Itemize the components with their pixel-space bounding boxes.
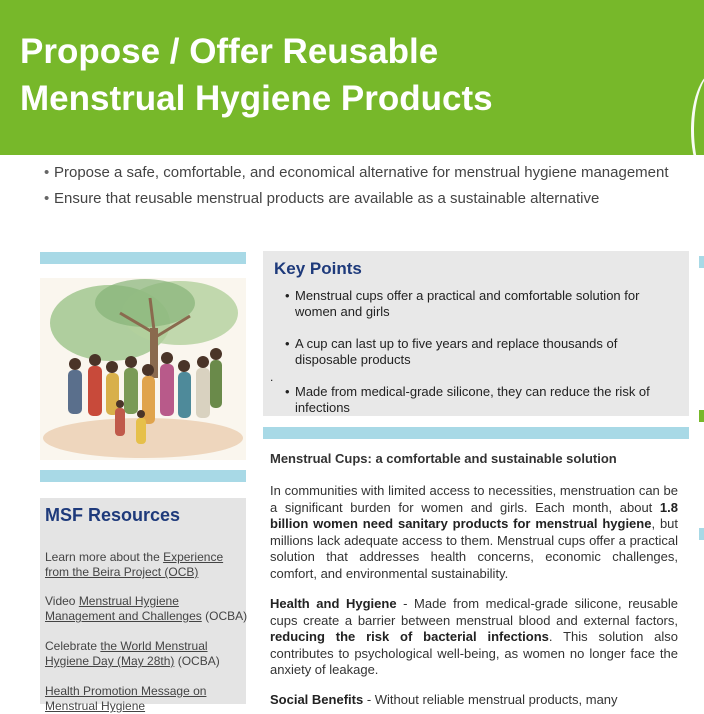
bullet-icon: •: [285, 288, 290, 303]
intro-bullet: • Ensure that reusable menstrual products are available as a sustainable alternative: [44, 190, 600, 207]
stray-mark: .: [270, 370, 274, 384]
key-points-panel: [263, 251, 689, 416]
left-column-divider-bar: [40, 252, 246, 264]
cropped-edge-mark: [699, 410, 704, 422]
resources-title: MSF Resources: [45, 505, 181, 525]
women-under-tree-illustration: [40, 278, 246, 460]
resource-item: [45, 684, 250, 714]
resource-link-hygiene-day[interactable]: the World Menstrual Hygiene Day (May 28th): [45, 639, 208, 668]
cropped-edge-mark: [699, 256, 704, 268]
intro-bullet: • Propose a safe, comfortable, and economical alternative for menstrual hygiene management: [44, 164, 669, 181]
key-point-item: • Menstrual cups offer a practical and comfortable solution for women and girls: [285, 288, 640, 319]
article-heading: Menstrual Cups: a comfortable and sustainable solution: [270, 451, 617, 466]
intro-bullet-list: [44, 163, 669, 215]
resource-link-video[interactable]: Menstrual Hygiene Management and Challenges: [45, 594, 202, 623]
resource-item: Learn more about the Experience from the Beira Project (OCB): [45, 550, 224, 579]
resource-item: Celebrate the World Menstrual Hygiene Day (May 28th) (OCBA): [45, 639, 220, 668]
page-title-line-1: Propose / Offer Reusable: [20, 32, 439, 71]
main-column-divider-bar: [263, 427, 689, 439]
bullet-icon: •: [285, 336, 290, 351]
resource-link-beira[interactable]: Experience from the Beira Project (OCB): [45, 550, 224, 579]
article-paragraph: Health and Hygiene - Made from medical-grade silicone, reusable cups create a barrier between menstrual blood and external factors, reducing the risk of bacterial infections. This solution also contributes to psychological well-being, as women no longer face the anxiety of leakage.: [270, 596, 678, 677]
key-point-item: • Made from medical-grade silicone, they can reduce the risk of infections: [285, 384, 650, 415]
bullet-icon: •: [285, 384, 290, 399]
resource-link-health-promotion[interactable]: Health Promotion Message on Menstrual Hygiene: [45, 684, 207, 713]
page-title: [20, 28, 493, 122]
header-banner: [0, 0, 704, 155]
resource-item: Video Menstrual Hygiene Management and Challenges (OCBA): [45, 594, 248, 623]
bullet-icon: •: [44, 190, 50, 207]
bullet-icon: •: [44, 164, 50, 181]
msf-resources-panel: [40, 498, 248, 713]
article-paragraph: In communities with limited access to necessities, menstruation can be a significant burden for women and girls. Each month, about 1.8 billion women need sanitary products for menstrual hygiene, but millions lack adequate access to them. Menstrual cups offer a practical solution that addresses health concerns, economic challenges, comfort, and environmental sustainability.: [270, 483, 679, 581]
article-paragraph: Social Benefits - Without reliable menstrual products, many: [270, 692, 618, 707]
page-title-line-2: Menstrual Hygiene Products: [20, 79, 493, 118]
decorative-curve: [691, 70, 704, 190]
key-points-title: Key Points: [274, 259, 362, 278]
key-point-item: • A cup can last up to five years and replace thousands of disposable products: [285, 336, 618, 367]
left-column-divider-bar: [40, 470, 246, 482]
cropped-edge-mark: [699, 528, 704, 540]
